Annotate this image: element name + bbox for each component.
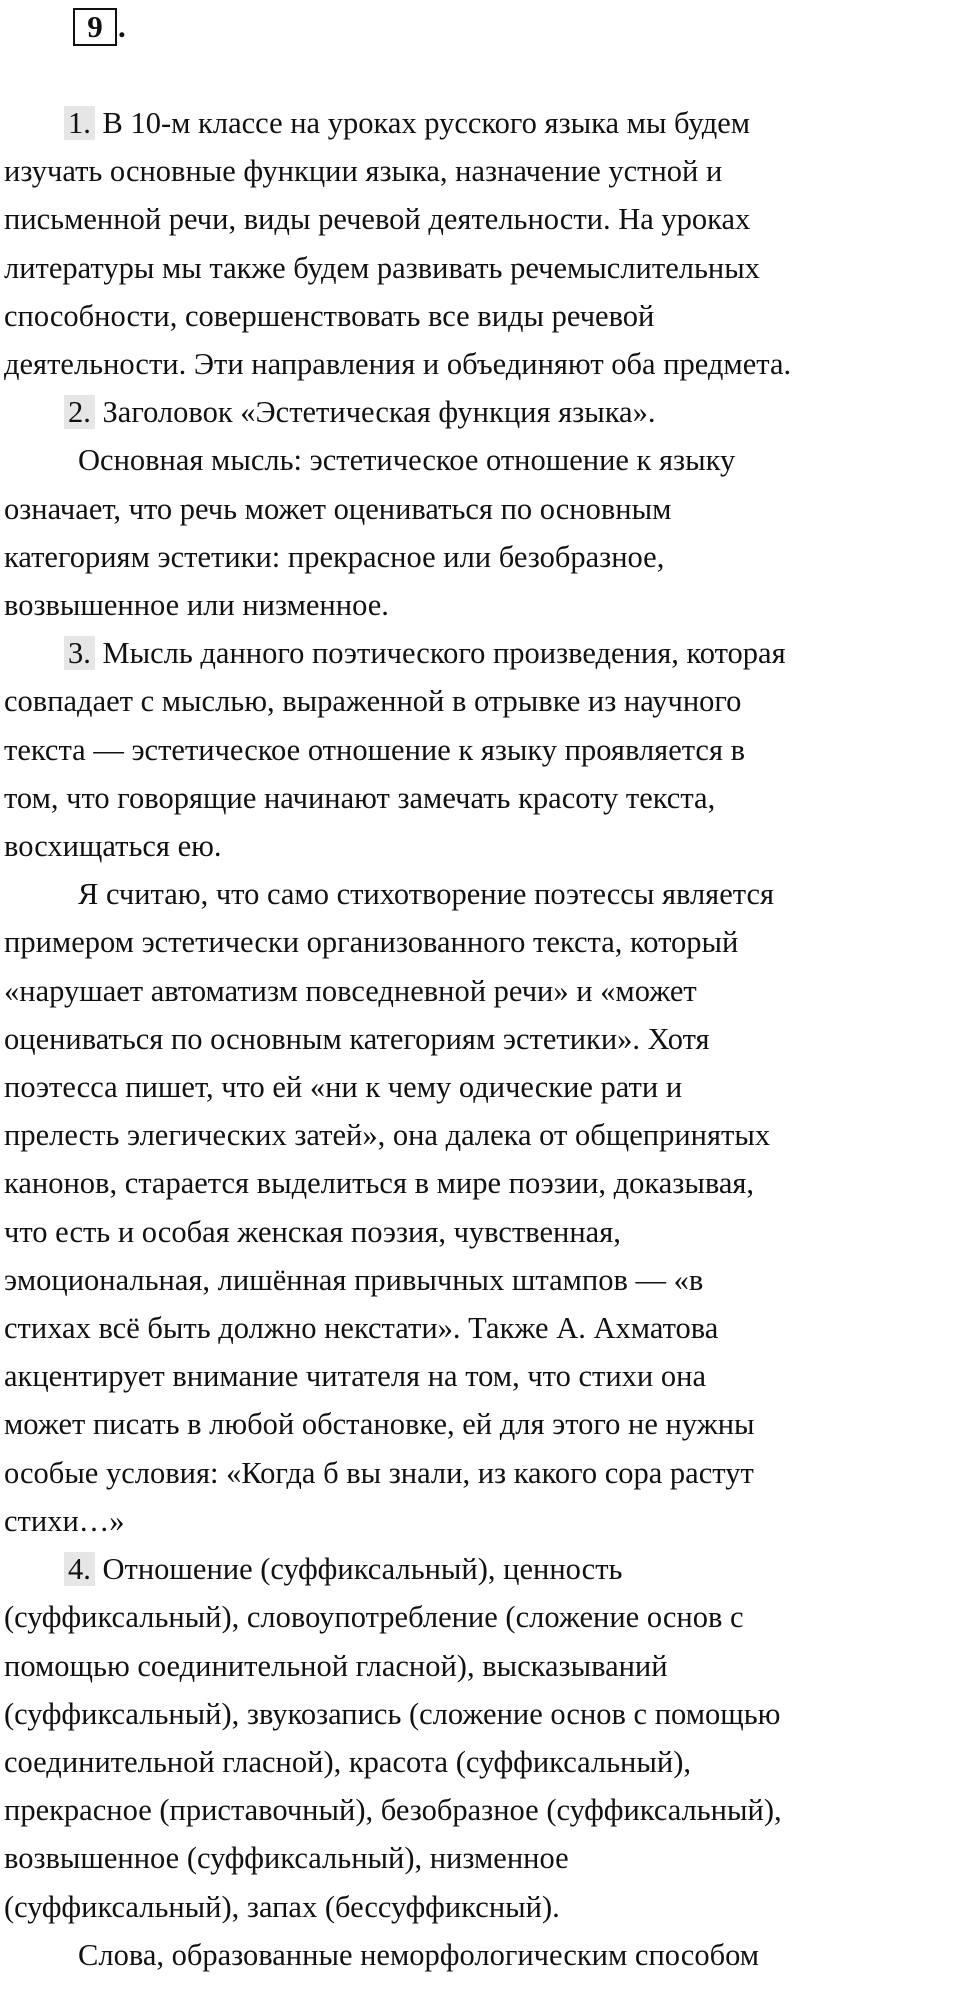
text-line (4, 1015, 950, 1063)
text-line (4, 388, 950, 436)
text-line (4, 99, 950, 147)
line-text: Заголовок «Эстетическая функция языка». (94, 395, 656, 430)
text-line (4, 629, 950, 677)
line-text: В 10-м классе на уроках русского языка мы будем (94, 106, 751, 140)
text-line (4, 195, 950, 243)
item-number: 3. (64, 636, 95, 670)
line-text: поэтесса пишет, что ей «ни к чему одические рати и (4, 1070, 683, 1105)
text-line (4, 1642, 950, 1690)
text-line (4, 1786, 950, 1834)
text-line (4, 1738, 950, 1786)
text-line (4, 244, 950, 292)
text-line (4, 147, 950, 195)
line-text: прелесть элегических затей», она далека от общепринятых (4, 1118, 771, 1153)
text-line (4, 1931, 950, 1979)
line-text: возвышенное или низменное. (4, 588, 389, 623)
text-line (4, 1449, 950, 1497)
line-text: «нарушает автоматизм повседневной речи» и «может (4, 973, 697, 1008)
line-text: соединительной гласной), красота (суффиксальный), (4, 1744, 691, 1779)
text-line (4, 1256, 950, 1304)
task-number-dot: . (118, 9, 126, 44)
line-text: что есть и особая женская поэзия, чувственная, (4, 1214, 621, 1249)
line-text: Мысль данного поэтического произведения, которая (94, 636, 786, 671)
line-text: восхищаться ею. (4, 829, 222, 864)
text-line (4, 1063, 950, 1111)
line-text: канонов, старается выделиться в мире поэзии, доказывая, (4, 1166, 755, 1201)
item-number: 1. (64, 106, 95, 140)
line-text: способности, совершенствовать все виды речевой (4, 298, 655, 333)
line-text: (суффиксальный), запах (бессуффиксный). (4, 1889, 560, 1924)
text-line (4, 436, 950, 484)
text-line (4, 533, 950, 581)
text-line (4, 918, 950, 966)
line-text: особые условия: «Когда б вы знали, из какого сора растут (4, 1455, 754, 1490)
answer-text (4, 99, 950, 1979)
text-line (4, 967, 950, 1015)
text-line (4, 1111, 950, 1159)
line-text: эмоциональная, лишённая привычных штампов — «в (4, 1262, 704, 1297)
line-text: (суффиксальный), звукозапись (сложение основ с помощью (4, 1696, 781, 1731)
text-line (4, 677, 950, 725)
item-number: 4. (64, 1552, 95, 1586)
text-line (4, 1593, 950, 1641)
text-line (4, 340, 950, 388)
line-text: акцентирует внимание читателя на том, что стихи она (4, 1359, 706, 1394)
line-text: Я считаю, что само стихотворение поэтессы является (78, 877, 775, 912)
line-text: может писать в любой обстановке, ей для этого не нужны (4, 1407, 755, 1442)
text-line (4, 1690, 950, 1738)
text-line (4, 726, 950, 774)
text-line (4, 1834, 950, 1882)
line-text: изучать основные функции языка, назначение устной и (4, 154, 723, 189)
line-text: совпадает с мыслью, выраженной в отрывке из научного (4, 684, 742, 719)
line-text: возвышенное (суффиксальный), низменное (4, 1841, 569, 1876)
item-number: 2. (64, 395, 95, 429)
line-text: деятельности. Эти направления и объединяют оба предмета. (4, 347, 792, 382)
text-line (4, 1304, 950, 1352)
text-line (4, 292, 950, 340)
text-line (4, 1400, 950, 1448)
text-line (4, 581, 950, 629)
text-line (4, 774, 950, 822)
text-line (4, 1883, 950, 1931)
line-text: литературы мы также будем развивать речемыслительных (4, 250, 760, 285)
text-line (4, 822, 950, 870)
text-line (4, 1208, 950, 1256)
task-number-box (73, 8, 117, 46)
line-text: категориям эстетики: прекрасное или безобразное, (4, 539, 665, 574)
line-text: (суффиксальный), словоупотребление (сложение основ с (4, 1600, 744, 1635)
line-text: примером эстетически организованного текста, который (4, 925, 739, 960)
text-line (4, 870, 950, 918)
text-line (4, 1159, 950, 1207)
line-text: Основная мысль: эстетическое отношение к языку (78, 443, 736, 478)
line-text: том, что говорящие начинают замечать красоту текста, (4, 780, 716, 815)
line-text: Отношение (суффиксальный), ценность (94, 1552, 623, 1587)
line-text: помощью соединительной гласной), высказываний (4, 1648, 668, 1683)
text-line (4, 1545, 950, 1593)
text-line (4, 485, 950, 533)
line-text: прекрасное (приставочный), безобразное (суффиксальный), (4, 1793, 782, 1828)
line-text: письменной речи, виды речевой деятельности. На уроках (4, 202, 751, 237)
line-text: означает, что речь может оцениваться по основным (4, 491, 672, 526)
line-text: стихи…» (4, 1503, 125, 1538)
task-number: 9 (87, 9, 103, 44)
text-line (4, 1352, 950, 1400)
line-text: текста — эстетическое отношение к языку проявляется в (4, 732, 746, 767)
line-text: стихах всё быть должно некстати». Также А. Ахматова (4, 1311, 719, 1346)
text-line (4, 1497, 950, 1545)
line-text: Слова, образованные неморфологическим способом (78, 1937, 760, 1972)
line-text: оцениваться по основным категориям эстетики». Хотя (4, 1021, 710, 1056)
